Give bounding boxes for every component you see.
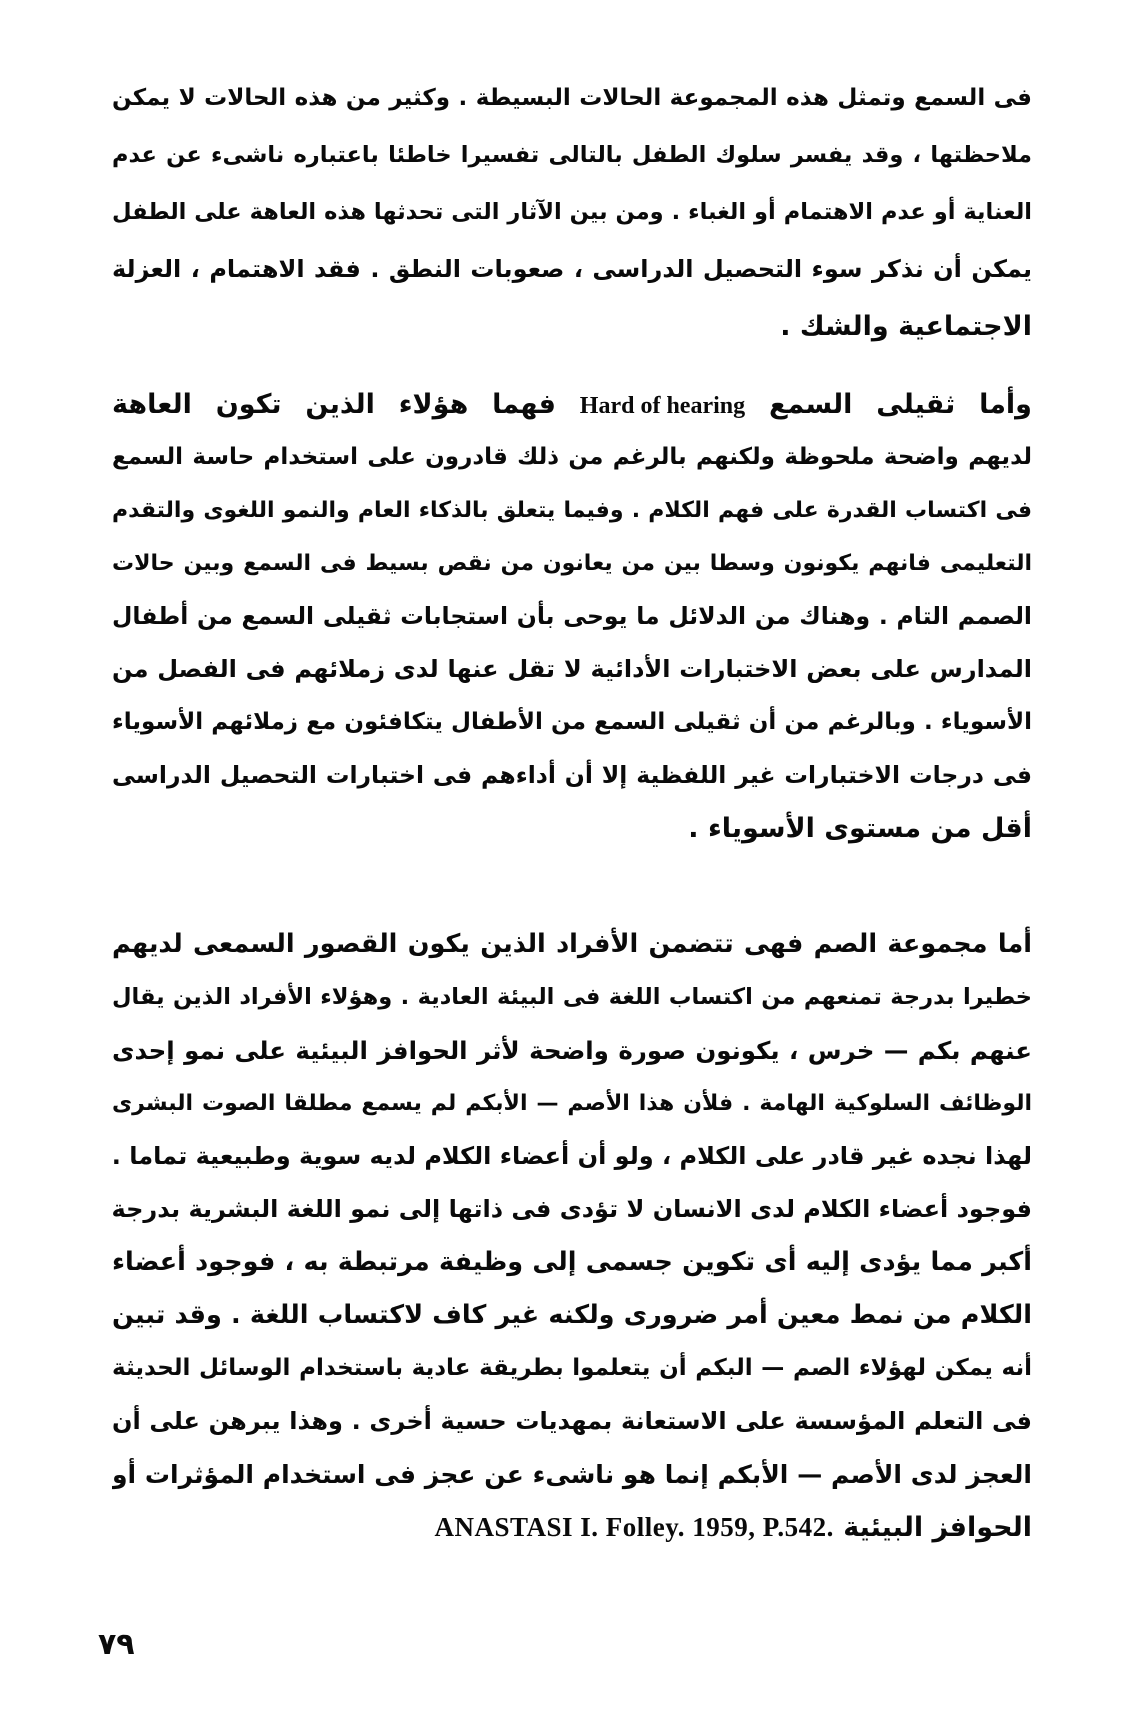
- text-line: عنهم بكم — خرس ، يكونون صورة واضحة لأثر الحوافز البيئية على نمو إحدى: [112, 1036, 1032, 1065]
- text-line: العناية أو عدم الاهتمام أو الغباء . ومن بين الآثار التى تحدثها هذه العاهة على الطفل: [112, 199, 1032, 225]
- english-term: Hard of hearing: [579, 393, 746, 419]
- citation: ANASTASI I. Folley. 1959, P.542.: [434, 1512, 834, 1542]
- text-line: فى التعلم المؤسسة على الاستعانة بمهديات حسية أخرى . وهذا يبرهن على أن: [112, 1407, 1032, 1435]
- text-line-with-english-term: [112, 378, 1032, 431]
- text-line: أنه يمكن لهؤلاء الصم — البكم أن يتعلموا بطريقة عادية باستخدام الوسائل الحديثة: [112, 1355, 1032, 1381]
- text-line: فى اكتساب القدرة على فهم الكلام . وفيما يتعلق بالذكاء العام والنمو اللغوى والتقدم: [112, 498, 1032, 523]
- text-line: أكبر مما يؤدى إليه أى تكوين جسمى إلى وظيفة مرتبطة به ، فوجود أعضاء: [112, 1247, 1032, 1277]
- text-line: فوجود أعضاء الكلام لدى الانسان لا تؤدى فى ذاتها إلى نمو اللغة البشرية بدرجة: [112, 1195, 1032, 1223]
- text-segment: فهما هؤلاء الذين تكون العاهة: [112, 389, 556, 420]
- text-line: أما مجموعة الصم فهى تتضمن الأفراد الذين يكون القصور السمعى لديهم: [112, 929, 1032, 959]
- text-line: فى درجات الاختبارات غير اللفظية إلا أن أداءهم فى اختبارات التحصيل الدراسى: [112, 761, 1032, 789]
- text-line: الوظائف السلوكية الهامة . فلأن هذا الأصم — الأبكم لم يسمع مطلقا الصوت البشرى: [112, 1091, 1032, 1116]
- text-line: ملاحظتها ، وقد يفسر سلوك الطفل بالتالى تفسيرا خاطئا باعتباره ناشىء عن عدم: [112, 142, 1032, 168]
- text-line: خطيرا بدرجة تمنعهم من اكتساب اللغة فى البيئة العادية . وهؤلاء الأفراد الذين يقال: [112, 984, 1032, 1010]
- text-line: الاجتماعية والشك .: [780, 311, 1032, 342]
- page-number: ٧٩: [98, 1627, 135, 1662]
- text-line: فى السمع وتمثل هذه المجموعة الحالات البسيطة . وكثير من هذه الحالات لا يمكن: [112, 85, 1032, 111]
- text-line: التعليمى فانهم يكونون وسطا بين من يعانون من نقص بسيط فى السمع وبين حالات: [112, 551, 1032, 576]
- text-line-with-citation: [112, 1501, 1032, 1554]
- text-line: المدارس على بعض الاختبارات الأدائية لا تقل عنها لدى زملائهم فى الفصل من: [112, 655, 1032, 683]
- text-segment: الحوافز البيئية: [843, 1512, 1032, 1543]
- paragraph-2: [112, 378, 1032, 855]
- text-segment: وأما ثقيلى السمع: [768, 389, 1032, 420]
- text-line: الأسوياء . وبالرغم من أن ثقيلى السمع من الأطفال يتكافئون مع زملائهم الأسوياء: [112, 709, 1032, 735]
- text-line: العجز لدى الأصم — الأبكم إنما هو ناشىء عن عجز فى استخدام المؤثرات أو: [112, 1460, 1032, 1489]
- paragraph-1: [112, 70, 1032, 355]
- text-line: الكلام من نمط معين أمر ضرورى ولكنه غير كاف لاكتساب اللغة . وقد تبين: [112, 1300, 1032, 1330]
- text-line: لهذا نجده غير قادر على الكلام ، ولو أن أعضاء الكلام لديه سوية وطبيعية تماما .: [112, 1142, 1032, 1170]
- text-line: الصمم التام . وهناك من الدلائل ما يوحى بأن استجابات ثقيلى السمع من أطفال: [112, 602, 1032, 630]
- text-line: أقل من مستوى الأسوياء .: [688, 813, 1032, 844]
- paragraph-3: [112, 918, 1032, 1554]
- text-line: يمكن أن نذكر سوء التحصيل الدراسى ، صعوبات النطق . فقد الاهتمام ، العزلة: [112, 255, 1032, 283]
- text-line: لديهم واضحة ملحوظة ولكنهم بالرغم من ذلك قادرون على استخدام حاسة السمع: [112, 444, 1032, 470]
